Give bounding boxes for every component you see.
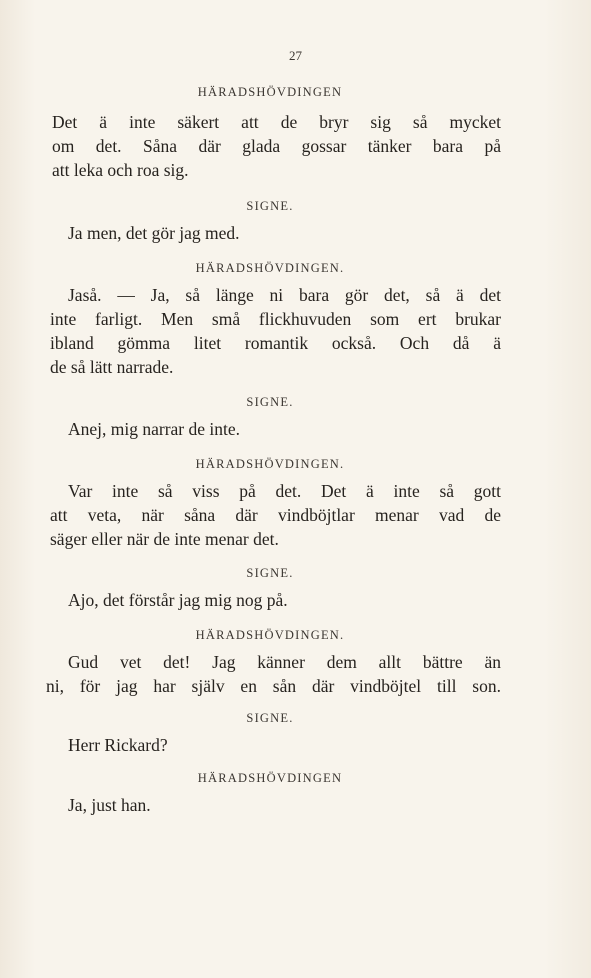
speaker-name: SIGNE. xyxy=(246,566,294,580)
dialogue-line: Gud vet det! Jag känner dem allt bättre än xyxy=(68,652,501,672)
dialogue-line: Jaså. — Ja, så länge ni bara gör det, så ä det xyxy=(68,285,501,305)
dialogue-line: att veta, när såna där vindböjtlar menar vad de xyxy=(50,505,501,525)
speaker-name: SIGNE. xyxy=(246,395,294,409)
dialogue-line: ni, för jag har själv en sån där vindböjtel till son. xyxy=(46,676,501,696)
speaker-name: HÄRADSHÖVDINGEN. xyxy=(195,457,345,471)
dialogue-line: Ajo, det förstår jag mig nog på. xyxy=(68,590,288,610)
dialogue-line: inte farligt. Men små flickhuvuden som ert brukar xyxy=(50,309,501,329)
dialogue-line: att leka och roa sig. xyxy=(52,160,189,180)
dialogue-line: ibland gömma litet romantik också. Och då ä xyxy=(50,333,501,353)
dialogue-line: Var inte så viss på det. Det ä inte så gott xyxy=(68,481,501,501)
speaker-name: SIGNE. xyxy=(246,711,294,725)
page-number: 27 xyxy=(289,48,302,63)
speaker-name: HÄRADSHÖVDINGEN. xyxy=(195,261,345,275)
dialogue-line: säger eller när de inte menar det. xyxy=(50,529,279,549)
dialogue-line: Ja men, det gör jag med. xyxy=(68,223,240,243)
dialogue-line: Anej, mig narrar de inte. xyxy=(68,419,241,439)
dialogue-line: Ja, just han. xyxy=(68,795,151,815)
dialogue-line: Det ä inte säkert att de bryr sig så mycket xyxy=(52,112,501,132)
speaker-name: HÄRADSHÖVDINGEN. xyxy=(195,628,345,642)
speaker-name: HÄRADSHÖVDINGEN xyxy=(197,771,343,785)
dialogue-line: de så lätt narrade. xyxy=(50,357,174,377)
dialogue-line: om det. Såna där glada gossar tänker bara på xyxy=(52,136,501,156)
speaker-name: SIGNE. xyxy=(246,199,294,213)
speaker-name: HÄRADSHÖVDINGEN xyxy=(197,85,343,99)
dialogue-line: Herr Rickard? xyxy=(68,735,168,755)
